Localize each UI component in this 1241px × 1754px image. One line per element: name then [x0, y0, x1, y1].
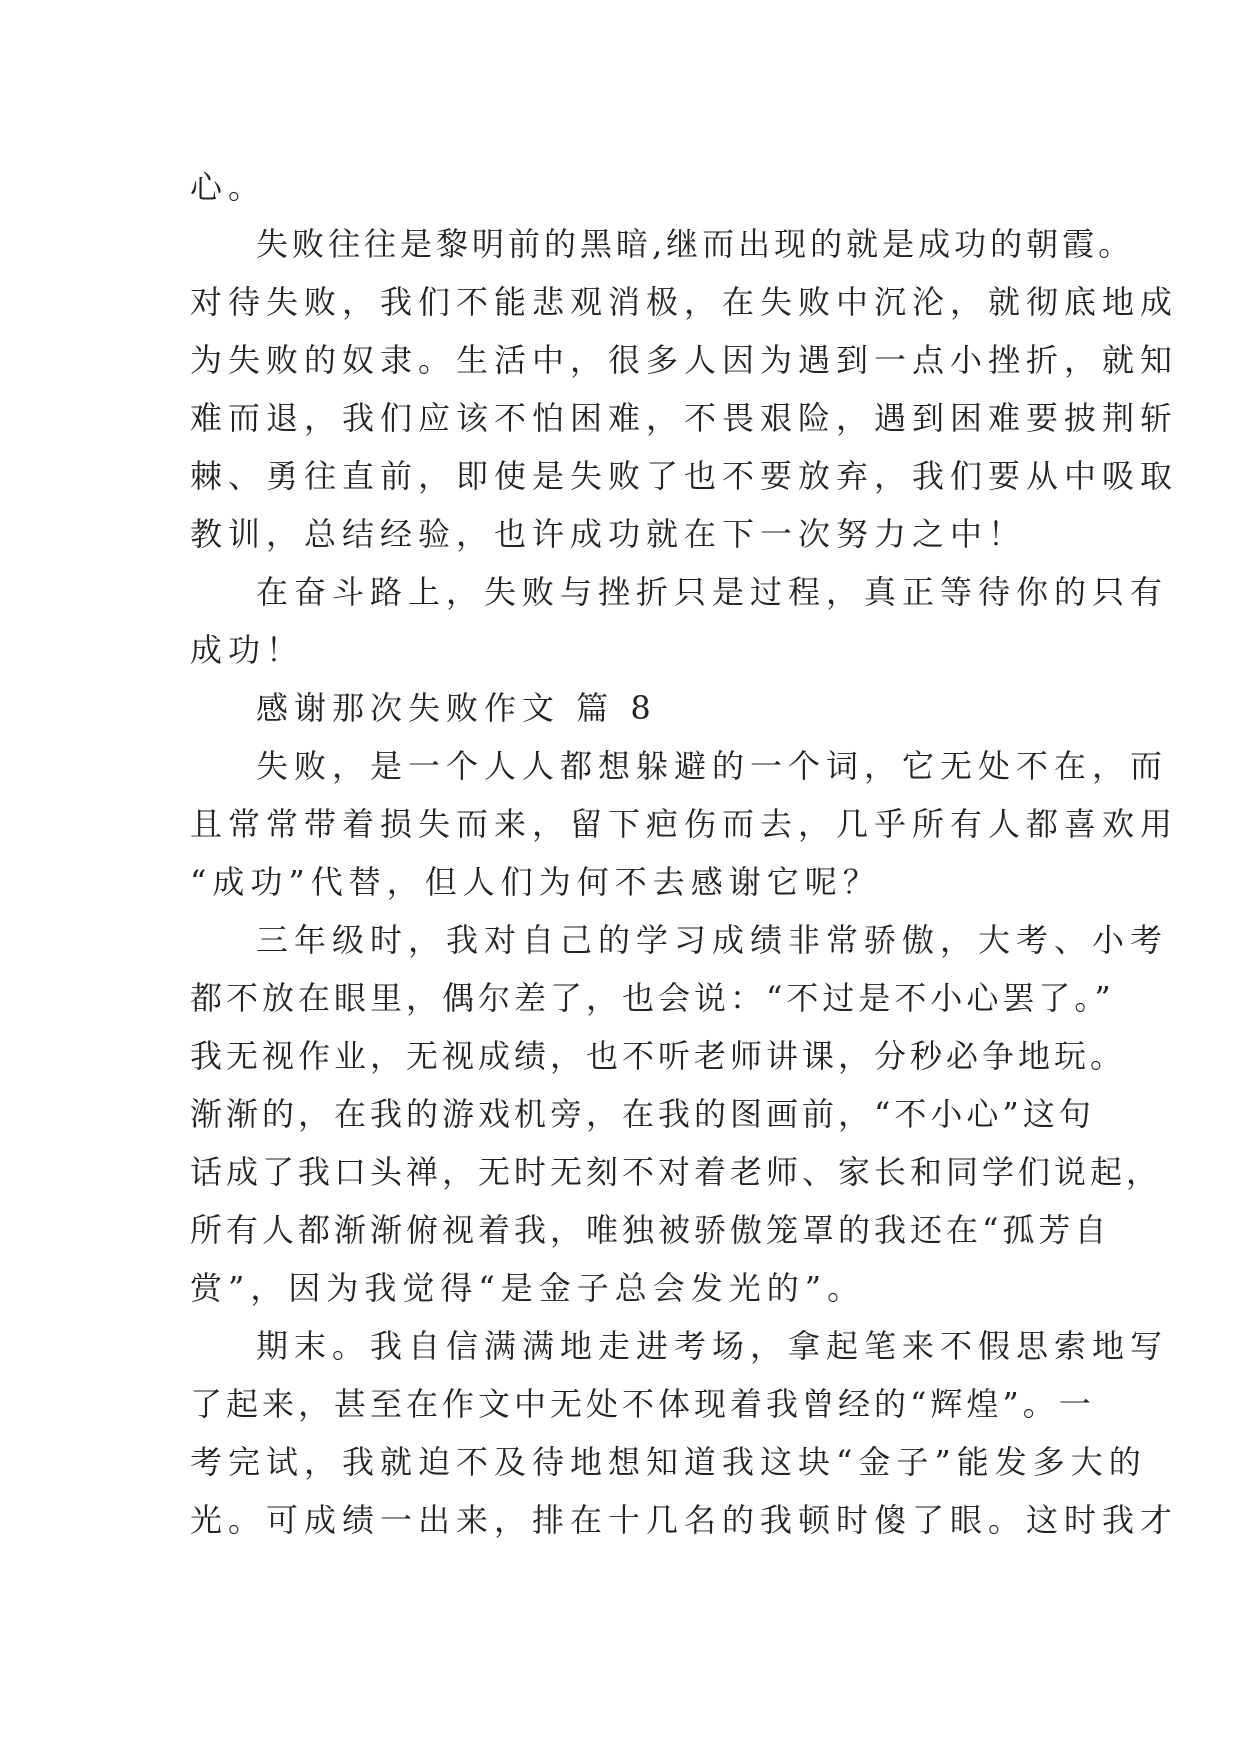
text-line: 了起来，甚至在作文中无处不体现着我曾经的“辉煌”。一	[190, 1385, 1095, 1423]
text-line: “成功”代替，但人们为何不去感谢它呢？	[190, 863, 881, 901]
paragraph-first-line: 失败，是一个人人都想躲避的一个词，它无处不在，而	[256, 747, 1169, 785]
text-line: 赏”，因为我觉得“是金子总会发光的”。	[190, 1269, 866, 1307]
text-line: 成功！	[190, 631, 305, 669]
text-line: 心。	[190, 168, 267, 206]
text-line: 都不放在眼里，偶尔差了，也会说：“不过是不小心罢了。”	[190, 979, 1115, 1017]
paragraph-first-line: 失败往往是黎明前的黑暗,继而出现的就是成功的朝霞。	[256, 225, 1135, 263]
text-line: 为失败的奴隶。生活中，很多人因为遇到一点小挫折，就知	[190, 341, 1179, 379]
text-line: 我无视作业，无视成绩，也不听老师讲课，分秒必争地玩。	[190, 1037, 1127, 1075]
text-line: 教训，总结经验，也许成功就在下一次努力之中！	[190, 515, 1027, 553]
text-line: 所有人都渐渐俯视着我，唯独被骄傲笼罩的我还在“孤芳自	[190, 1211, 1111, 1249]
section-heading: 感谢那次失败作文 篇 8	[256, 689, 657, 727]
text-line: 难而退，我们应该不怕困难，不畏艰险，遇到困难要披荆斩	[190, 399, 1179, 437]
text-line: 话成了我口头禅，无时无刻不对着老师、家长和同学们说起，	[190, 1153, 1163, 1191]
text-line: 考完试，我就迫不及待地想知道我这块“金子”能发多大的	[190, 1443, 1147, 1481]
text-line: 棘、勇往直前，即使是失败了也不要放弃，我们要从中吸取	[190, 457, 1179, 495]
paragraph-first-line: 在奋斗路上，失败与挫折只是过程，真正等待你的只有	[256, 573, 1169, 611]
text-line: 光。可成绩一出来，排在十几名的我顿时傻了眼。这时我才	[190, 1501, 1179, 1539]
paragraph-first-line: 期末。我自信满满地走进考场，拿起笔来不假思索地写	[256, 1327, 1169, 1365]
text-line: 对待失败，我们不能悲观消极，在失败中沉沦，就彻底地成	[190, 283, 1179, 321]
text-line: 且常常带着损失而来，留下疤伤而去，几乎所有人都喜欢用	[190, 805, 1179, 843]
text-line: 渐渐的，在我的游戏机旁，在我的图画前，“不小心”这句	[190, 1095, 1095, 1133]
paragraph-first-line: 三年级时，我对自己的学习成绩非常骄傲，大考、小考	[256, 921, 1169, 959]
